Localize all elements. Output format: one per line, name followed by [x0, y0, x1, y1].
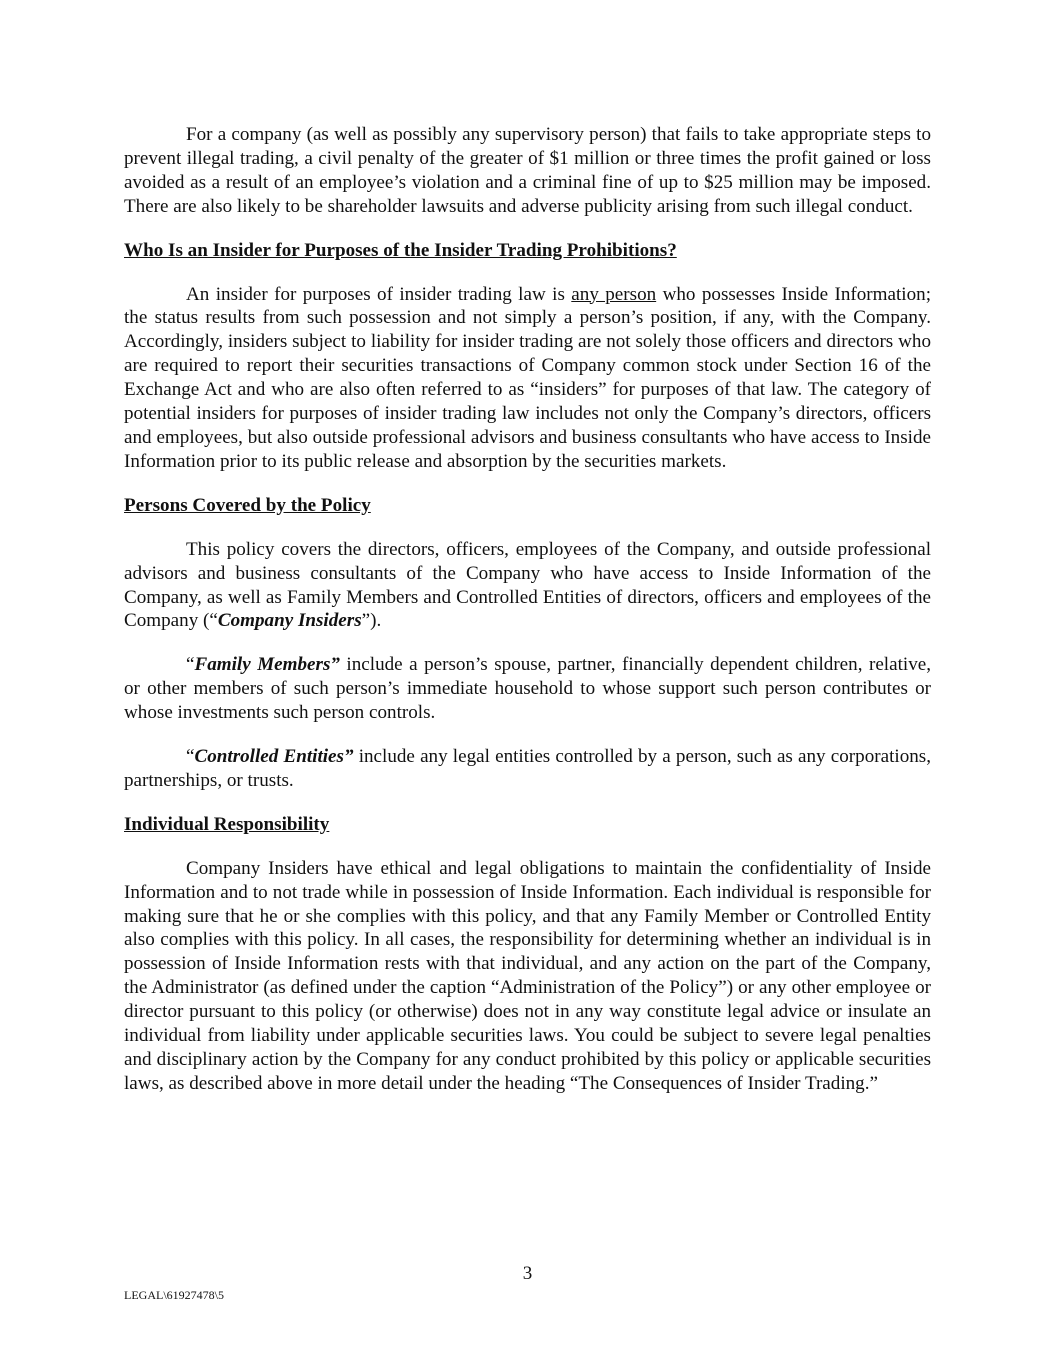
- defined-term-family-members: Family Members”: [194, 654, 340, 676]
- heading-who-is-insider: Who Is an Insider for Purposes of the Insider Trading Prohibitions?: [124, 239, 677, 261]
- paragraph-family-members: [124, 653, 931, 725]
- document-body: [124, 123, 931, 1096]
- text-run: ”).: [361, 610, 382, 632]
- paragraph-policy-coverage: [124, 538, 931, 634]
- paragraph-insider-definition: [124, 283, 931, 474]
- paragraph-controlled-entities: [124, 745, 931, 793]
- text-run: include any legal entities controlled by a person, such as any corporations, partnerships, or trusts.: [124, 746, 931, 791]
- text-run: include a person’s spouse, partner, financially dependent children, relative, or other members of such person’s immediate household to whose support such person contributes or whose investments such person controls.: [124, 654, 931, 724]
- heading-individual-responsibility: Individual Responsibility: [124, 813, 330, 835]
- text-run: “: [186, 746, 195, 768]
- underlined-phrase: any person: [571, 283, 657, 305]
- text-run: This policy covers the directors, officers, employees of the Company, and outside professional advisors and business consultants of the Company who have access to Inside Information of the Company, as well as Family Members and Controlled Entities of directors, officers and employees of the Company (“: [124, 538, 931, 632]
- heading-persons-covered: Persons Covered by the Policy: [124, 494, 371, 516]
- page-number: 3: [522, 1263, 533, 1284]
- paragraph-responsibility: Company Insiders have ethical and legal obligations to maintain the confidentiality of Inside Information and to not trade while in possession of Inside Information. Each individual is responsible for making sure that he or she complies with this policy, and that any Family Member or Controlled Entity also complies with this policy. In all cases, the responsibility for determining whether an individual is in possession of Inside Information rests with that individual, and any action on the part of the Company, the Administrator (as defined under the caption “Administration of the Policy”) or any other employee or director pursuant to this policy (or otherwise) does not in any way constitute legal advice or insulate an individual from liability under applicable securities laws. You could be subject to severe legal penalties and disciplinary action by the Company for any conduct prohibited by this policy or applicable securities laws, as described above in more detail under the heading “The Consequences of Insider Trading.”: [124, 857, 931, 1094]
- document-reference-code: LEGAL\61927478\5: [124, 1288, 224, 1302]
- defined-term-controlled-entities: Controlled Entities”: [194, 746, 354, 768]
- defined-term-company-insiders: Company Insiders: [217, 610, 362, 632]
- text-run: “: [186, 654, 195, 676]
- paragraph-penalties: For a company (as well as possibly any supervisory person) that fails to take appropriate steps to prevent illegal trading, a civil penalty of the greater of $1 million or three times the profit gained or loss avoided as a result of an employee’s violation and a criminal fine of up to $25 million may be imposed. There are also likely to be shareholder lawsuits and adverse publicity arising from such illegal conduct.: [124, 124, 931, 217]
- text-run: who possesses Inside Information; the status results from such possession and not simply a person’s position, if any, with the Company. Accordingly, insiders subject to liability for insider trading are not solely those officers and directors who are required to report their securities transactions of Company common stock under Section 16 of the Exchange Act and who are also often referred to as “insiders” for purposes of that law. The category of potential insiders for purposes of insider trading law includes not only the Company’s directors, officers and employees, but also outside professional advisors and business consultants who have access to Inside Information prior to its public release and absorption by the securities markets.: [124, 283, 932, 472]
- text-run: An insider for purposes of insider trading law is: [186, 283, 572, 305]
